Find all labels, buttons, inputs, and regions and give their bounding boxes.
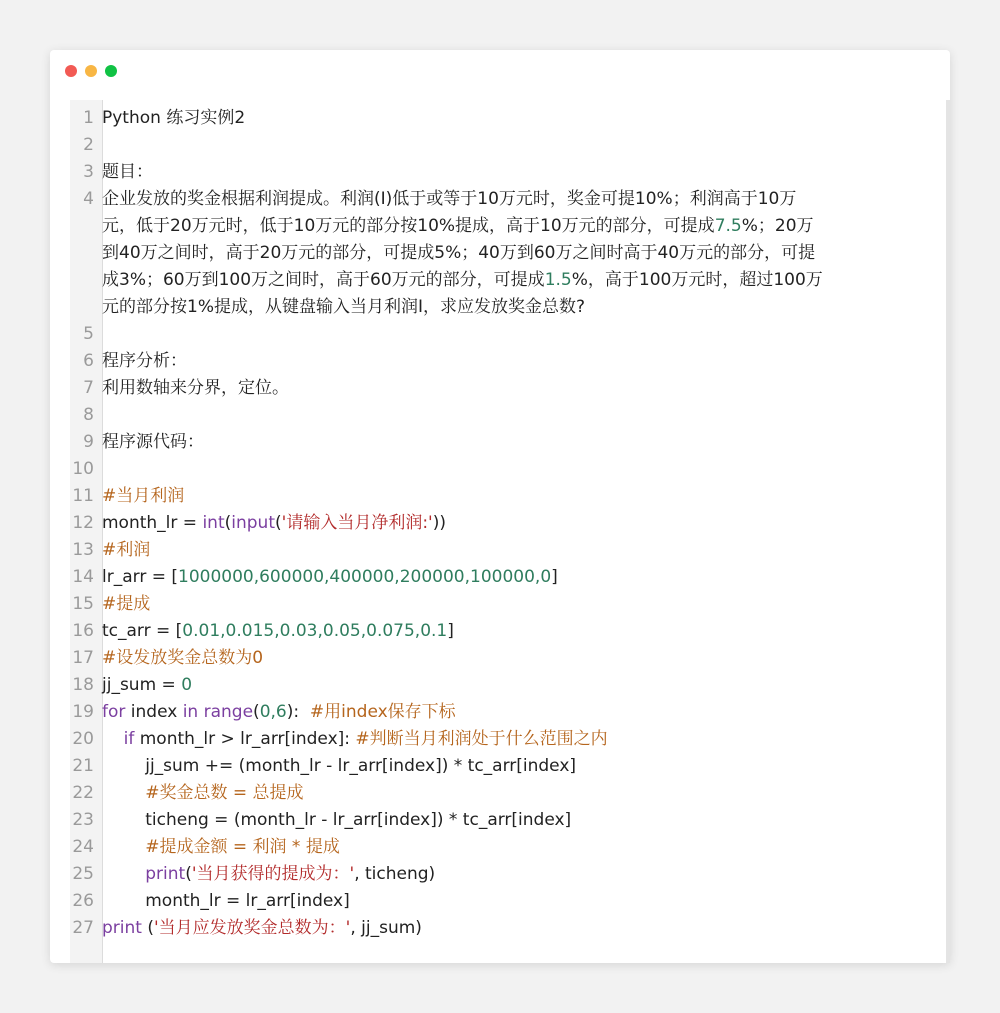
text-token: ticheng = (month_lr - lr_arr[index]) * tc_arr[index] [102,810,572,830]
minimize-button[interactable] [85,65,97,77]
line-number: 16 [72,621,94,641]
text-token: , ticheng) [354,864,436,884]
line-number: 11 [72,486,94,506]
keyword-token: in [182,702,199,722]
line-number: 2 [83,135,94,155]
text-token: tc_arr = [ [102,621,183,641]
text-token: 题目： [102,162,153,182]
line-content [100,753,576,780]
line-content [100,510,446,537]
code-lines [70,105,950,942]
text-token [102,783,145,803]
text-token: )) [432,513,446,533]
text-token: ( [141,918,154,938]
code-line [70,429,950,456]
line-row [102,861,435,888]
line-content [100,726,608,753]
line-number: 17 [72,648,94,668]
line-number: 27 [72,918,94,938]
keyword-token: print [102,918,142,938]
line-content [100,861,435,888]
line-row [102,591,150,618]
code-line [70,456,950,483]
line-row [102,159,153,186]
line-number: 19 [72,702,94,722]
line-content [100,429,204,456]
text-token: 程序源代码： [102,432,204,452]
line-number: 21 [72,756,94,776]
text-token: ): [286,702,310,722]
code-line [70,888,950,915]
text-token: jj_sum = [102,675,182,695]
line-content [100,618,454,645]
line-row [102,834,340,861]
code-line [70,915,950,942]
line-content [100,564,558,591]
line-number: 18 [72,675,94,695]
code-line [70,537,950,564]
line-content [100,348,187,375]
line-row [102,564,558,591]
line-content [100,699,456,726]
line-content [100,537,150,564]
string-token: '当月获得的提成为：' [191,864,355,884]
comment-token: #当月利润 [102,486,185,506]
line-row [102,888,350,915]
line-row [102,429,204,456]
code-line [70,645,950,672]
line-content [100,105,245,132]
line-content [100,645,263,672]
line-content [100,186,823,321]
comment-token: #设发放奖金总数为0 [102,648,264,668]
line-number: 22 [72,783,94,803]
text-token: 程序分析： [102,351,187,371]
code-line [70,726,950,753]
comment-token: #判断当月利润处于什么范围之内 [355,729,608,749]
line-content [100,807,571,834]
text-token [102,864,145,884]
code-line [70,105,950,132]
code-line [70,483,950,510]
line-number: 8 [83,405,94,425]
line-row [102,213,823,240]
code-line [70,591,950,618]
line-content [100,780,304,807]
line-row [102,672,192,699]
code-line [70,672,950,699]
number-token: 0 [181,675,193,695]
line-number: 15 [72,594,94,614]
line-content [100,483,184,510]
line-content [100,321,102,348]
line-content [100,888,350,915]
line-number: 25 [72,864,94,884]
code-line [70,861,950,888]
number-token: 0.01,0.015,0.03,0.05,0.075,0.1 [182,621,448,641]
text-token: ] [447,621,454,641]
line-content [100,591,150,618]
maximize-button[interactable] [105,65,117,77]
line-row [102,375,289,402]
code-line [70,375,950,402]
comment-token: #提成金额 = 利润 * 提成 [145,837,340,857]
keyword-token: range [203,702,254,722]
code-line [70,510,950,537]
line-row [102,537,150,564]
text-token: %，高于100万元时，超过100万 [571,270,823,290]
line-row [102,267,823,294]
text-token: ( [275,513,282,533]
line-row [102,240,823,267]
line-number: 6 [83,351,94,371]
line-content [100,132,102,159]
code-line [70,564,950,591]
line-content [100,456,102,483]
line-number: 23 [72,810,94,830]
line-row [102,726,608,753]
number-token: 7.5 [714,216,742,236]
text-token: ( [224,513,232,533]
line-row [102,348,187,375]
line-number: 24 [72,837,94,857]
window-controls [65,65,117,77]
text-token: ( [253,702,260,722]
line-content [100,672,192,699]
line-row [102,294,823,321]
line-row [102,753,576,780]
line-number: 12 [72,513,94,533]
comment-token: #奖金总数 = 总提成 [145,783,304,803]
code-line [70,159,950,186]
line-row [102,699,456,726]
number-token: 1.5 [544,270,572,290]
text-token: 元，低于20万元时，低于10万元的部分按10%提成，高于10万元的部分，可提成 [102,216,715,236]
text-token: %；20万 [741,216,814,236]
text-token: 到40万之间时，高于20万元的部分，可提成5%；40万到60万之间时高于40万元的部分，可提 [102,243,816,263]
text-token: month_lr = lr_arr[index] [102,891,350,911]
code-line [70,807,950,834]
text-token [102,837,145,857]
line-number: 13 [72,540,94,560]
line-number: 1 [83,108,94,128]
line-row [102,780,304,807]
code-line [70,132,950,159]
keyword-token: print [145,864,186,884]
line-content [100,402,102,429]
text-token [102,729,124,749]
string-token: '当月应发放奖金总数为：' [154,918,351,938]
line-number: 20 [72,729,94,749]
text-token: Python 练习实例2 [102,108,246,128]
text-token: 企业发放的奖金根据利润提成。利润(I)低于或等于10万元时，奖金可提10%；利润高于10万 [102,189,797,209]
code-line [70,402,950,429]
text-token: ] [551,567,558,587]
text-token: jj_sum += (month_lr - lr_arr[index]) * tc_arr[index] [102,756,577,776]
text-token: 利用数轴来分界，定位。 [102,378,289,398]
text-token: , jj_sum) [350,918,422,938]
text-token: 元的部分按1%提成，从键盘输入当月利润I，求应发放奖金总数? [102,297,586,317]
keyword-token: input [231,513,275,533]
code-line [70,321,950,348]
code-line [70,618,950,645]
close-button[interactable] [65,65,77,77]
keyword-token: int [202,513,225,533]
code-line [70,699,950,726]
line-number: 9 [83,432,94,452]
code-editor[interactable] [70,100,950,963]
text-token: 成3%；60万到100万之间时，高于60万元的部分，可提成 [102,270,545,290]
line-number: 3 [83,162,94,182]
number-token: 0,6 [259,702,287,722]
comment-token: #用index保存下标 [309,702,456,722]
comment-token: #提成 [102,594,151,614]
code-line [70,780,950,807]
line-content [100,159,153,186]
editor-window [50,50,950,963]
code-line [70,348,950,375]
line-number: 10 [72,459,94,479]
text-token: ( [185,864,192,884]
keyword-token: for [102,702,126,722]
line-row [102,510,446,537]
string-token: '请输入当月净利润:' [281,513,433,533]
line-number: 7 [83,378,94,398]
comment-token: #利润 [102,540,151,560]
text-token: lr_arr = [ [102,567,178,587]
line-row [102,186,823,213]
line-row [102,807,571,834]
code-line [70,753,950,780]
text-token: index [125,702,183,722]
code-line [70,186,950,321]
line-row [102,645,263,672]
line-row [102,618,454,645]
text-token: month_lr > lr_arr[index]: [134,729,356,749]
code-line [70,834,950,861]
line-number: 5 [83,324,94,344]
line-content [100,375,289,402]
keyword-token: if [123,729,135,749]
line-number: 14 [72,567,94,587]
line-row [102,105,245,132]
line-number: 26 [72,891,94,911]
line-content [100,915,422,942]
number-token: 1000000,600000,400000,200000,100000,0 [178,567,552,587]
line-content [100,834,340,861]
text-token: month_lr = [102,513,203,533]
line-number: 4 [83,189,94,209]
line-row [102,915,422,942]
line-row [102,483,184,510]
